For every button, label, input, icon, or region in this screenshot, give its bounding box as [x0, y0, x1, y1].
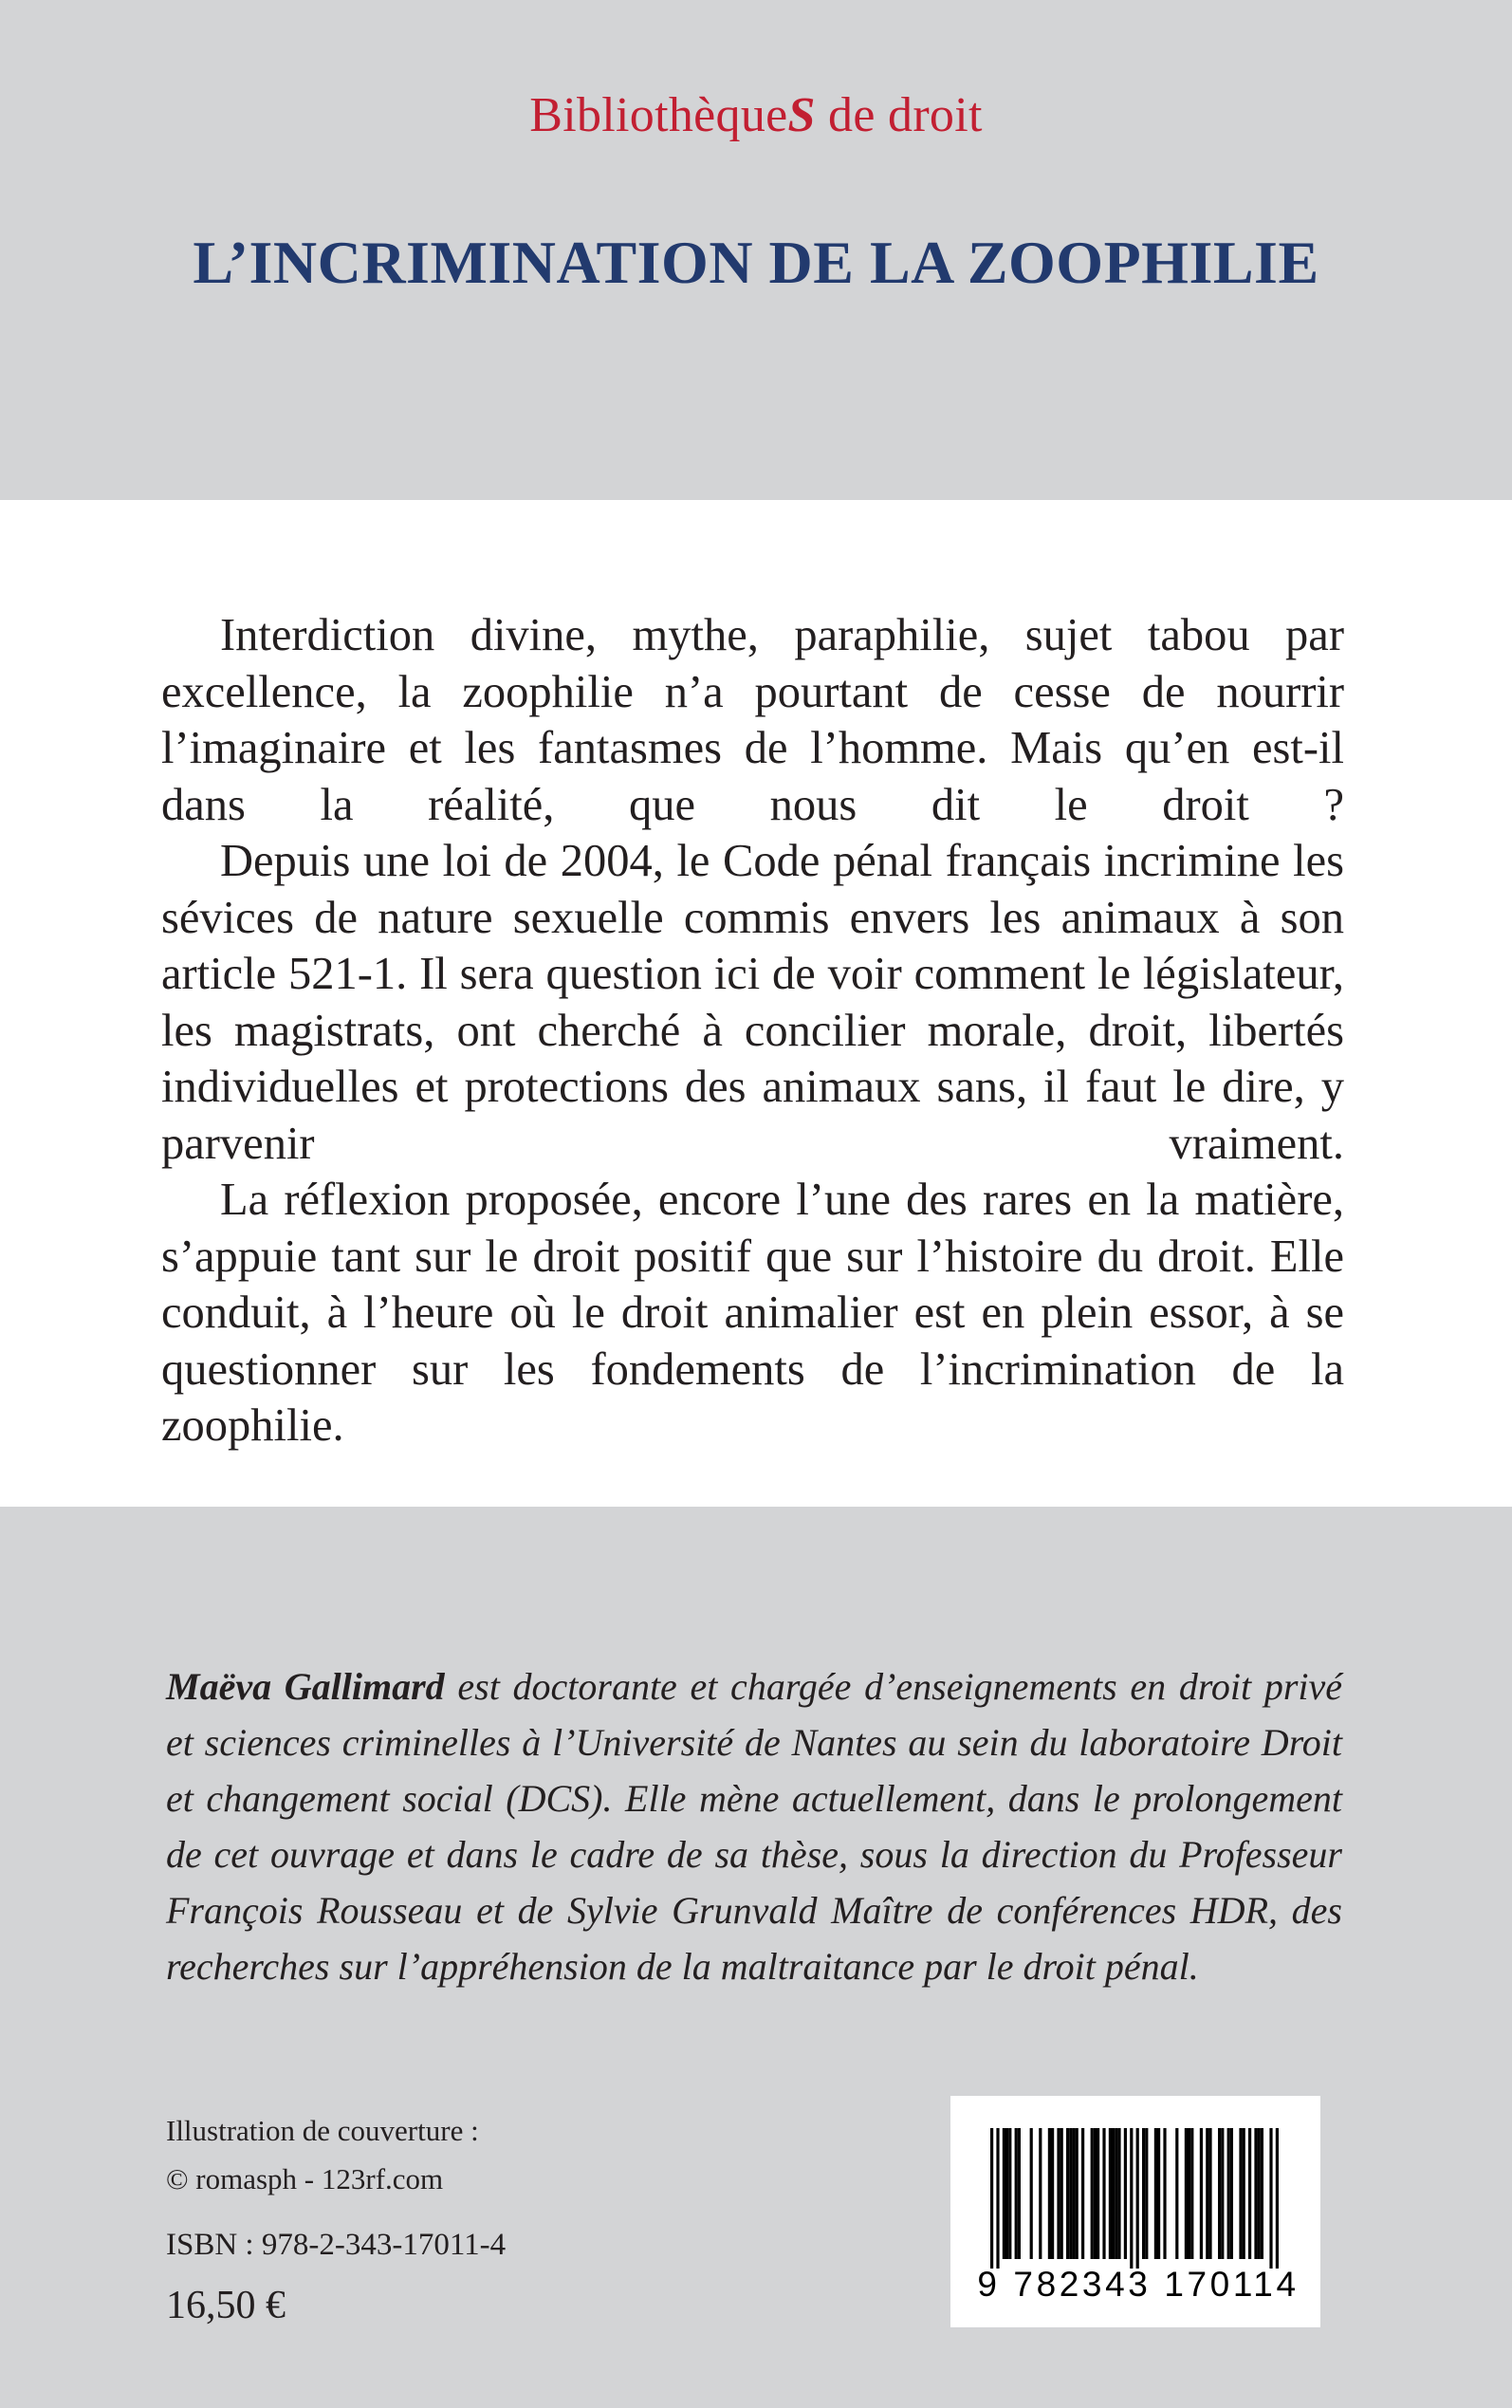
barcode-bar: [1239, 2128, 1242, 2259]
barcode-bar: [1248, 2128, 1251, 2259]
author-bio: [166, 1658, 1342, 1994]
barcode-bar: [1142, 2128, 1145, 2259]
barcode-bar: [1190, 2128, 1193, 2259]
barcode-bar: [1072, 2128, 1075, 2259]
series-prefix: Bibliothèque: [529, 88, 788, 142]
barcode-bar: [1154, 2128, 1157, 2259]
barcode-bar: [1117, 2128, 1120, 2259]
barcode-bar: [1066, 2128, 1069, 2259]
barcode-bar: [1003, 2128, 1005, 2259]
barcode-bar: [1175, 2128, 1178, 2259]
barcode-bar: [1254, 2128, 1257, 2259]
cover-credits: [166, 2106, 479, 2203]
barcode-bar: [990, 2128, 993, 2269]
barcode-bar: [1276, 2128, 1279, 2269]
barcode-bar: [1200, 2128, 1203, 2259]
barcode-digits: 9 782343 170114: [977, 2265, 1300, 2304]
barcode-bar: [1039, 2128, 1042, 2259]
barcode-bar: [1015, 2128, 1018, 2259]
back-cover-blurb: [161, 607, 1344, 1454]
barcode-bar: [1258, 2128, 1261, 2259]
barcode-bar: [1230, 2128, 1233, 2259]
author-bio-text: est doctorante et chargée d’enseignements en droit privé et sciences criminelles à l’Université de Nantes au sein du laboratoire Droit et changement social (DCS). Elle mène actuellement, dans le prolongement de cet ouvrage et dans le cadre de sa thèse, sous la direction du Professeur François Rousseau et de Sylvie Grunvald Maître de conférences HDR, des recherches sur l’appréhension de la maltraitance par le droit pénal.: [166, 1665, 1343, 1988]
barcode-bar: [1076, 2128, 1079, 2259]
barcode-bar: [1208, 2128, 1211, 2259]
barcode-bar: [996, 2128, 999, 2269]
barcode-bar: [1218, 2128, 1221, 2259]
barcode-bar: [1157, 2128, 1160, 2259]
isbn: ISBN : 978-2-343-17011-4: [166, 2228, 507, 2262]
blurb-paragraph-2: Depuis une loi de 2004, le Code pénal français incrimine les sévices de nature sexuelle commis envers les animaux à son article 521-1. Il sera question ici de voir comment le législateur, les magistrats, ont cherché à concilier morale, droit, libertés individuelles et protections des animaux sans, il faut le dire, y parvenir vraiment.: [161, 836, 1344, 1169]
barcode-bar: [1136, 2128, 1139, 2269]
barcode-bars: [969, 2128, 1301, 2269]
barcode-bar: [1097, 2128, 1099, 2259]
blurb-paragraph-3: La réflexion proposée, encore l’une des rares en la matière, s’appuie tant sur le droit positif que sur l’histoire du droit. Elle conduit, à l’heure où le droit animalier est en plein essor, à se questionner sur les fondements de l’incrimination de la zoophilie.: [161, 1175, 1344, 1451]
barcode-bar: [1030, 2128, 1033, 2259]
barcode-bar: [1018, 2128, 1021, 2259]
barcode-bar: [1185, 2128, 1188, 2259]
credits-value: © romasph - 123rf.com: [166, 2162, 444, 2195]
series-emphasis: S: [787, 88, 816, 142]
barcode-bar: [1094, 2128, 1097, 2259]
barcode-bar: [1145, 2128, 1148, 2259]
barcode-bar: [1124, 2128, 1127, 2259]
barcode-bar: [1261, 2128, 1263, 2259]
barcode-bar: [1221, 2128, 1224, 2259]
barcode-bar: [1130, 2128, 1133, 2269]
barcode-bar: [1243, 2128, 1245, 2259]
barcode-bar: [1112, 2128, 1115, 2259]
barcode-bar: [1091, 2128, 1094, 2259]
barcode-bar: [1069, 2128, 1072, 2259]
blurb-paragraph-1: Interdiction divine, mythe, paraphilie, sujet tabou par excellence, la zoophilie n’a pourtant de cesse de nourrir l’imaginaire et les fantasmes de l’homme. Mais qu’en est-il dans la réalité, que nous dit le droit ?: [161, 610, 1344, 830]
barcode-bar: [1048, 2128, 1051, 2259]
barcode-bar: [1109, 2128, 1112, 2259]
credits-label: Illustration de couverture :: [166, 2114, 479, 2147]
barcode-bar: [1051, 2128, 1054, 2259]
barcode-bar: [1227, 2128, 1230, 2259]
barcode-bar: [1102, 2128, 1105, 2259]
barcode: [950, 2096, 1320, 2327]
barcode-bar: [1206, 2128, 1208, 2259]
barcode-bar: [1008, 2128, 1011, 2259]
author-name: Maëva Gallimard: [166, 1665, 445, 1708]
barcode-bar: [1057, 2128, 1060, 2259]
barcode-bar: [1163, 2128, 1166, 2259]
barcode-bar: [1269, 2128, 1272, 2269]
barcode-bar: [1005, 2128, 1008, 2259]
barcode-bar: [1060, 2128, 1063, 2259]
price: 16,50 €: [166, 2284, 286, 2327]
barcode-bar: [1115, 2128, 1117, 2259]
barcode-bar: [1081, 2128, 1084, 2259]
series-suffix: de droit: [815, 88, 983, 142]
series-name: [0, 87, 1512, 143]
barcode-bar: [1188, 2128, 1190, 2259]
book-title: L’INCRIMINATION DE LA ZOOPHILIE: [193, 229, 1319, 296]
